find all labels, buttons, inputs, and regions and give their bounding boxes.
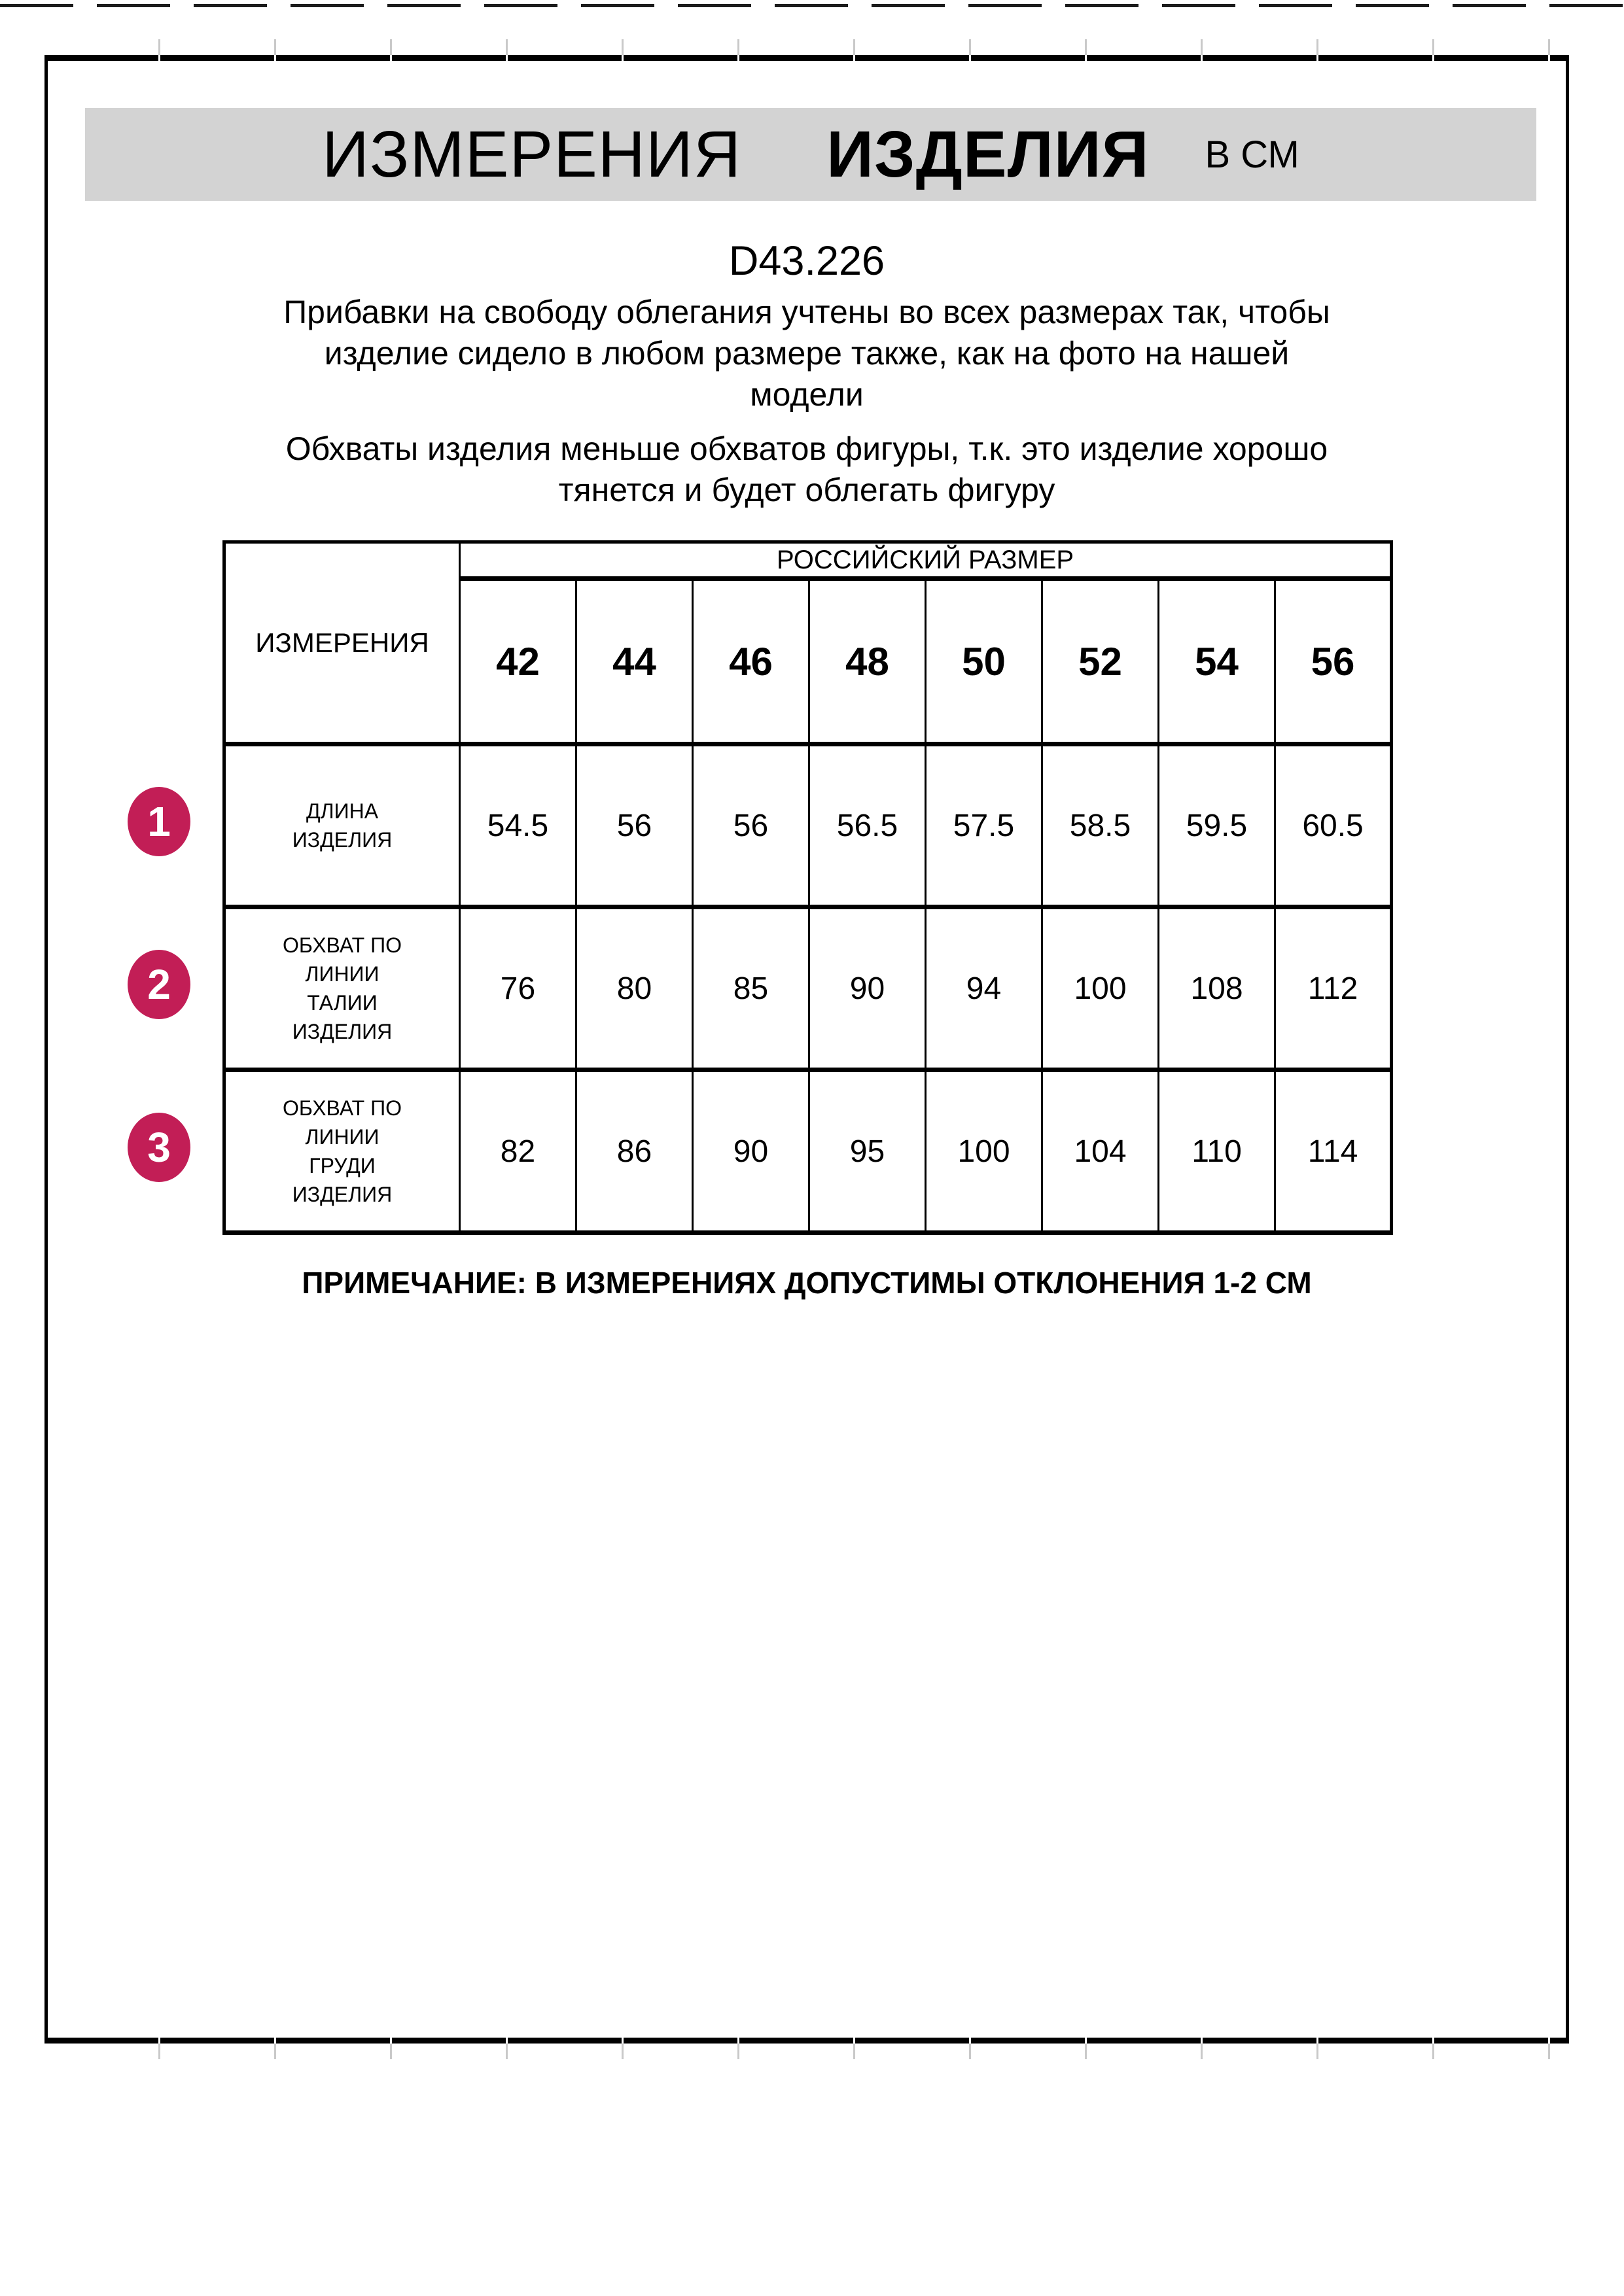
measurement-value: 58.5 — [1042, 744, 1159, 907]
measurement-value: 90 — [693, 1070, 809, 1233]
tolerance-note: ПРИМЕЧАНИЕ: В ИЗМЕРЕНИЯХ ДОПУСТИМЫ ОТКЛОНЕНИЯ 1-2 СМ — [302, 1266, 1312, 1300]
top-border-notches — [44, 55, 1569, 61]
measurement-value: 104 — [1042, 1070, 1159, 1233]
measurement-value: 110 — [1159, 1070, 1275, 1233]
intro-line: тянется и будет облегать фигуру — [558, 472, 1055, 508]
row-number-badge-3 — [128, 1113, 190, 1182]
measurement-value: 56 — [576, 744, 693, 907]
table-corner-header: ИЗМЕРЕНИЯ — [224, 542, 460, 744]
measurement-value: 94 — [926, 907, 1042, 1070]
row-label-text: ДЛИНА ИЗДЕЛИЯ — [292, 799, 393, 852]
measurement-value: 82 — [460, 1070, 576, 1233]
measurement-value: 86 — [576, 1070, 693, 1233]
intro-line: Обхваты изделия меньше обхватов фигуры, т.к. это изделие хорошо — [285, 430, 1328, 467]
row-number: 1 — [147, 798, 171, 845]
top-border-ticks — [44, 39, 1569, 55]
measurement-value: 95 — [809, 1070, 926, 1233]
title-bar — [85, 108, 1536, 201]
size-header: 44 — [576, 579, 693, 744]
product-code: D43.226 — [728, 238, 885, 284]
title-units-label: В СМ — [1205, 133, 1299, 176]
measurement-value: 108 — [1159, 907, 1275, 1070]
size-header: 46 — [693, 579, 809, 744]
intro-paragraph-stretch — [44, 428, 1569, 511]
size-header: 48 — [809, 579, 926, 744]
row-label — [224, 1070, 460, 1233]
row-label-text: ОБХВАТ ПО ЛИНИИ ГРУДИ ИЗДЕЛИЯ — [283, 1096, 402, 1206]
table-row-waist — [224, 907, 1392, 1070]
title-word-product: ИЗДЕЛИЯ — [826, 117, 1150, 191]
row-label — [224, 907, 460, 1070]
measurement-value: 76 — [460, 907, 576, 1070]
size-table — [222, 540, 1393, 1235]
size-header: 42 — [460, 579, 576, 744]
table-row-size-group — [224, 542, 1392, 579]
measurement-value: 112 — [1275, 907, 1392, 1070]
measurement-value: 59.5 — [1159, 744, 1275, 907]
measurement-value: 114 — [1275, 1070, 1392, 1233]
bottom-border-notches — [44, 2038, 1569, 2044]
size-header: 54 — [1159, 579, 1275, 744]
row-label — [224, 744, 460, 907]
size-header: 52 — [1042, 579, 1159, 744]
intro-line: изделие сидело в любом размере также, как на фото на нашей — [324, 335, 1290, 372]
row-number-badge-1 — [128, 787, 190, 856]
measurement-value: 80 — [576, 907, 693, 1070]
measurement-value: 56.5 — [809, 744, 926, 907]
size-header: 50 — [926, 579, 1042, 744]
measurement-value: 56 — [693, 744, 809, 907]
measurement-value: 100 — [926, 1070, 1042, 1233]
table-row-chest — [224, 1070, 1392, 1233]
row-number: 2 — [147, 961, 171, 1008]
measurement-value: 85 — [693, 907, 809, 1070]
bottom-border-ticks — [44, 2044, 1569, 2059]
measurement-value: 90 — [809, 907, 926, 1070]
row-label-text: ОБХВАТ ПО ЛИНИИ ТАЛИИ ИЗДЕЛИЯ — [283, 933, 402, 1043]
measurement-value: 60.5 — [1275, 744, 1392, 907]
intro-paragraph-fit — [44, 292, 1569, 415]
size-group-header: РОССИЙСКИЙ РАЗМЕР — [460, 542, 1392, 579]
row-number-badge-2 — [128, 950, 190, 1019]
row-number: 3 — [147, 1124, 171, 1171]
top-dashed-line — [0, 4, 1624, 7]
size-header: 56 — [1275, 579, 1392, 744]
intro-line: Прибавки на свободу облегания учтены во всех размерах так, чтобы — [283, 294, 1330, 330]
intro-line: модели — [750, 376, 864, 413]
measurement-value: 57.5 — [926, 744, 1042, 907]
table-row-length — [224, 744, 1392, 907]
measurement-value: 100 — [1042, 907, 1159, 1070]
measurement-value: 54.5 — [460, 744, 576, 907]
intro-block — [44, 237, 1569, 511]
title-word-measurements: ИЗМЕРЕНИЯ — [322, 117, 742, 191]
